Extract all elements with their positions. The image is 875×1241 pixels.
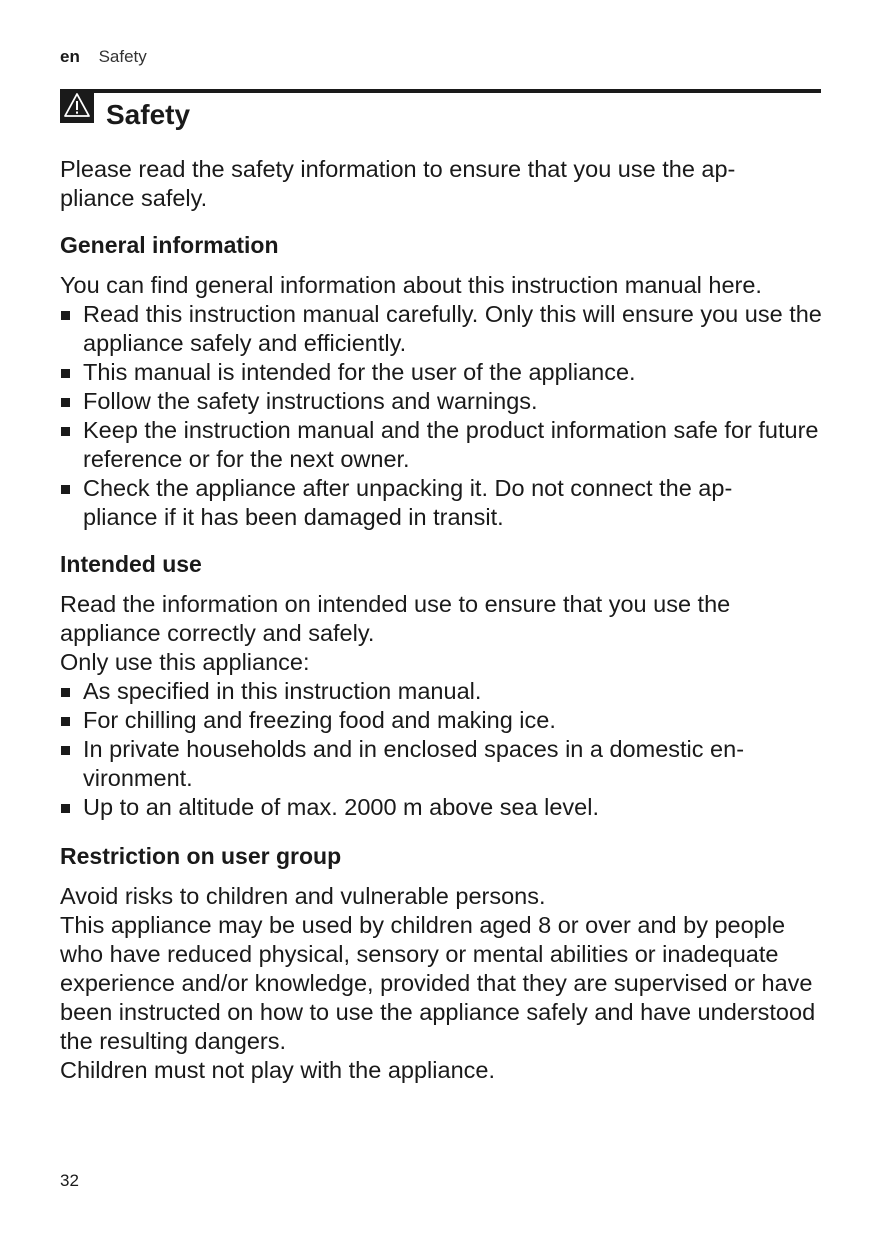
intended-use-lead: Only use this appliance: — [60, 649, 310, 675]
intended-use-list — [60, 677, 825, 822]
list-item: In private households and in enclosed spaces in a domestic en- vironment. — [60, 735, 825, 793]
warning-triangle-icon — [60, 89, 94, 123]
language-code: en — [60, 47, 80, 66]
restriction-paragraph-1: Avoid risks to children and vulnerable persons. — [60, 883, 546, 909]
list-item: This manual is intended for the user of the appliance. — [60, 358, 825, 387]
list-item: Read this instruction manual carefully. Only this will ensure you use the appliance safely and efficiently. — [60, 300, 825, 358]
page-number: 32 — [60, 1171, 79, 1190]
list-item: Follow the safety instructions and warnings. — [60, 387, 825, 416]
list-item: Up to an altitude of max. 2000 m above sea level. — [60, 793, 825, 822]
restriction-heading: Restriction on user group — [60, 843, 342, 869]
general-information-heading: General information — [60, 232, 279, 258]
restriction-paragraph-2: This appliance may be used by children aged 8 or over and by people who have reduced physical, sensory or mental abilities or inadequate experience and/or knowledge, provided that they are supervised or have been instructed on how to use the appliance safely and have understood the resulting dangers. — [60, 912, 816, 1054]
main-content — [60, 155, 825, 1085]
list-item: Check the appliance after unpacking it. Do not connect the ap- pliance if it has been damaged in transit. — [60, 474, 825, 532]
intended-use-intro: Read the information on intended use to ensure that you use the appliance correctly and safely. — [60, 591, 731, 646]
intro-paragraph: Please read the safety information to ensure that you use the ap- pliance safely. — [60, 156, 736, 211]
title-rule — [60, 89, 821, 93]
list-item: Keep the instruction manual and the product information safe for future reference or for the next owner. — [60, 416, 825, 474]
general-information-intro: You can find general information about this instruction manual here. — [60, 272, 762, 298]
running-header — [60, 47, 147, 67]
header-section-name: Safety — [98, 47, 147, 66]
page-title: Safety — [106, 99, 191, 130]
restriction-paragraph-3: Children must not play with the appliance. — [60, 1057, 495, 1083]
list-item: As specified in this instruction manual. — [60, 677, 825, 706]
general-information-list — [60, 300, 825, 532]
intended-use-heading: Intended use — [60, 551, 202, 577]
list-item: For chilling and freezing food and making ice. — [60, 706, 825, 735]
